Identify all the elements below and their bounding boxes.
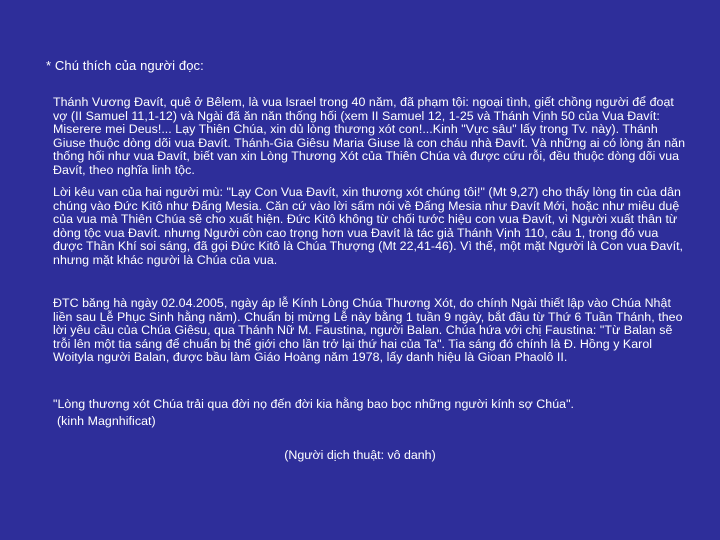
quote-source: (kinh Magnhificat) [57,413,156,428]
paragraph-blind-men: Lời kêu van của hai người mù: "Lạy Con Vua Đavít, xin thương xót chúng tôi!" (Mt 9,27) cho thấy lòng tin của dân chúng vào Đức Kitô như Đấng Mesia. Căn cứ vào lời sấm nói về Đấng Mesia như Đavít Mới, hoặc như miêu duệ của vua mà Thiên Chúa sẽ cho xuất hiện. Đức Kitô không từ chối tước hiệu con vua Đavít, vì Người xuất thân từ dòng tộc vua Đavít. nhưng Người còn cao trọng hơn vua Đavít là tác giả Thánh Vịnh 110, câu 1, trong đó vua được Thần Khí soi sáng, đã gọi Đức Kitô là Chúa Thượng (Mt 22,41-46). Vì thế, một mặt Người là Con vua Đavít, nhưng mặt khác người là Chúa của vua. [53,185,684,267]
paragraph-pope: ĐTC băng hà ngày 02.04.2005, ngày áp lễ Kính Lòng Chúa Thương Xót, do chính Ngài thiết lập vào Chúa Nhật liền sau Lễ Phục Sinh hằng năm). Chuẩn bị mừng Lễ này bằng 1 tuần 9 ngày, bắt đầu từ Thứ 6 Tuần Thánh, theo lời yêu cầu của Chúa Giêsu, qua Thánh Nữ M. Faustina, người Balan. Chúa hứa với chị Faustina: "Từ Balan sẽ trỗi lên một tia sáng để chuẩn bị thế giới cho lần trở lại thứ hai của Ta". Tia sáng đó chính là Đ. Hồng y Karol Woityla người Balan, được bầu làm Giáo Hoàng năm 1978, lấy danh hiệu là Gioan Phaolô II. [53,296,683,365]
reader-note-heading: * Chú thích của người đọc: [46,58,204,73]
quote-text: "Lòng thương xót Chúa trải qua đời nọ đến đời kia hằng bao bọc những người kính sợ Chúa". [53,397,575,411]
paragraph-quote [53,398,689,428]
translator-credit [0,448,720,462]
credit-text: (Người dịch thuật: vô danh) [284,448,436,462]
paragraph-david: Thánh Vương Đavít, quê ở Bêlem, là vua Israel trong 40 năm, đã phạm tội: ngoại tình, giết chồng người để đoạt vợ (II Samuel 11,1-12) và Ngài đã ăn năn thống hối (xem II Samuel 12, 1-25 và Thánh Vịnh 50 của Vua Đavít: Miserere mei Deus!... Lạy Thiên Chúa, xin dủ lòng thương xót con!...Kinh "Vực sâu" lấy trong Tv. này). Thánh Giuse thuộc dòng dõi vua Đavít. Thánh-Gia Giêsu Maria Giuse là con cháu nhà Đavít. Và những ai có lòng ăn năn thống hối như vua Đavít, biết van xin Lòng Thương Xót của Thiên Chúa và được cứu rỗi, đều thuộc dòng dõi vua Đavít, theo nghĩa linh tộc. [53,95,686,177]
